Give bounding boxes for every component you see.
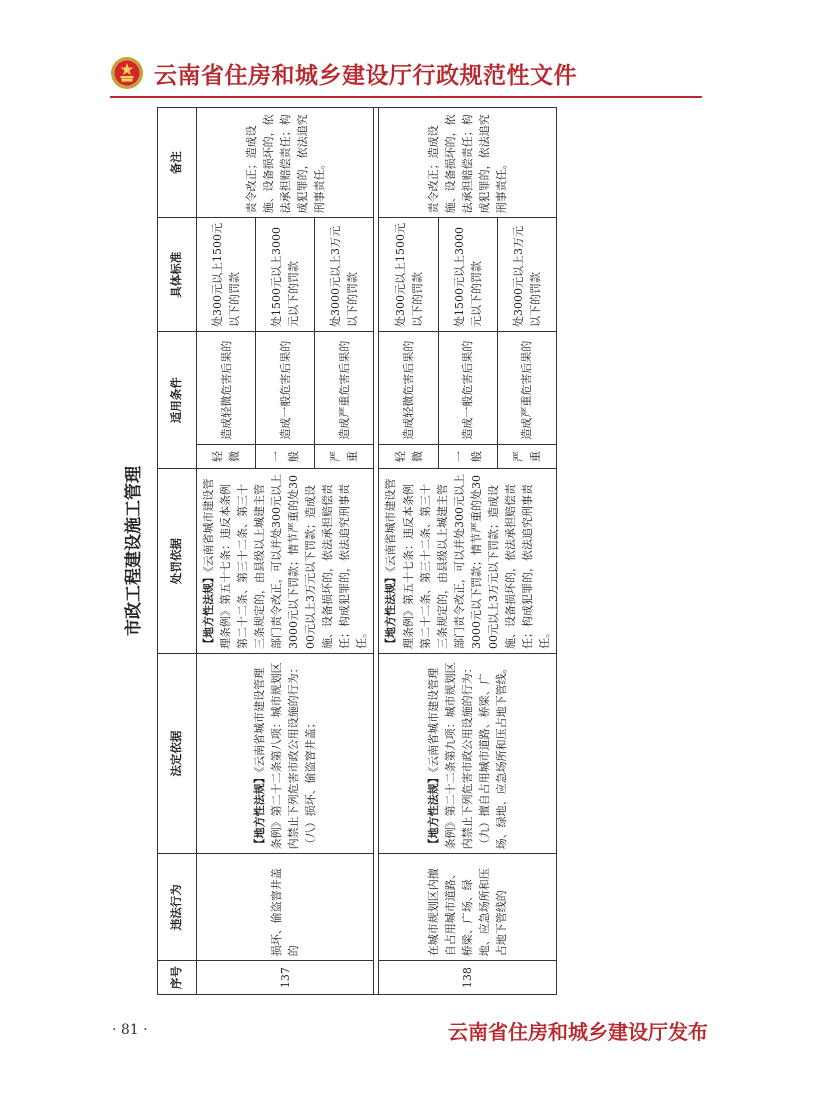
- col-header-condition: 适用条件: [158, 332, 197, 469]
- row-number: 138: [379, 961, 556, 995]
- legal-tag: 【地方性法规】: [427, 772, 441, 850]
- page-number: · 81 ·: [112, 1022, 148, 1038]
- note: 责令改正；造成设施、设备损坏的，依法承担赔偿责任；构成犯罪的，依法追究刑事责任。: [197, 108, 374, 218]
- violation-act: 在城市规划区内擅自占用城市道路、桥梁、广场、绿地、应急场所和压占地下管线的: [379, 854, 556, 961]
- standard: 处3000元以上3万元以下的罚款: [497, 218, 556, 332]
- standard: 处1500元以上3000元以下的罚款: [256, 218, 315, 332]
- section-title: 市政工程建设施工管理: [124, 466, 144, 636]
- condition: 造成严重危害后果的: [315, 332, 374, 445]
- rotated-table-page: [114, 107, 692, 995]
- col-header-act: 违法行为: [158, 854, 197, 961]
- level-label: 一般: [256, 444, 315, 469]
- level-label: 轻微: [379, 444, 438, 469]
- col-header-penalty-basis: 处罚依据: [158, 469, 197, 654]
- condition: 造成轻微危害后果的: [379, 332, 438, 445]
- table-row: [197, 108, 256, 995]
- legal-text: 《云南省城市建设管理条例》第二十二条第九项：城市规划区内禁止下列危害市政公用设施的行为：: [427, 662, 475, 850]
- penalty-text: 《云南省城市建设管理条例》第五十七条：违反本条例第二十二条、第三十二条、第三十三条规定的，由县级以上城建主管部门责令改正，可以并处300元以上3000元以下罚款；情节严重的处3000元以上3万元以下罚款；造成设施、设备损坏的，依法承担赔偿责任；构成犯罪的，依法追究刑事责任。: [384, 473, 551, 649]
- header-divider: [110, 96, 702, 98]
- legal-text: 《云南省城市建设管理条例》第二十二条第八项：城市规划区内禁止下列危害市政公用设施的行为：: [253, 662, 301, 850]
- document-header: [110, 56, 577, 90]
- col-header-legal-basis: 法定依据: [158, 653, 197, 853]
- penalty-table: [157, 107, 557, 995]
- table-row: [379, 108, 438, 995]
- level-label: 严重: [497, 444, 556, 469]
- penalty-tag: 【地方性法规】: [384, 571, 398, 649]
- legal-item: （八）损坏、偷盗窨井盖；: [304, 717, 318, 850]
- col-header-no: 序号: [158, 961, 197, 995]
- standard: 处300元以上1500元以下的罚款: [379, 218, 438, 332]
- penalty-basis: [197, 469, 374, 654]
- level-label: 一般: [438, 444, 497, 469]
- level-label: 轻微: [197, 444, 256, 469]
- standard: 处300元以上1500元以下的罚款: [197, 218, 256, 332]
- national-emblem-icon: [110, 56, 144, 90]
- penalty-tag: 【地方性法规】: [202, 571, 215, 649]
- legal-tag: 【地方性法规】: [253, 772, 267, 850]
- header-title: 云南省住房和城乡建设厅行政规范性文件: [154, 62, 577, 89]
- condition: 造成严重危害后果的: [497, 332, 556, 445]
- legal-basis: [379, 653, 556, 853]
- condition: 造成一般危害后果的: [256, 332, 315, 445]
- col-header-standard: 具体标准: [158, 218, 197, 332]
- legal-item: （九）擅自占用城市道路、桥梁、广场、绿地、应急场所和压占地下管线。: [478, 662, 509, 850]
- condition: 造成轻微危害后果的: [197, 332, 256, 445]
- standard: 处3000元以上3万元以下的罚款: [315, 218, 374, 332]
- table-header-row: [158, 108, 197, 995]
- level-label: 严重: [315, 444, 374, 469]
- condition: 造成一般危害后果的: [438, 332, 497, 445]
- row-number: 137: [197, 961, 374, 995]
- col-header-note: 备注: [158, 108, 197, 218]
- penalty-text: 《云南省城市建设管理条例》第五十七条：违反本条例第二十二条、第三十二条、第三十三条规定的，由县级以上城建主管部门责令改正，可以并处300元以上3000元以下罚款；情节严重的处3000元以上3万元以下罚款；造成设施、设备损坏的，依法承担赔偿责任；构成犯罪的，依法追究刑事责任。: [202, 473, 369, 649]
- violation-act: 损坏、偷盗窨井盖的: [197, 854, 374, 961]
- standard: 处1500元以上3000元以下的罚款: [438, 218, 497, 332]
- penalty-basis: [379, 469, 556, 654]
- legal-basis: [197, 653, 374, 853]
- publisher: 云南省住房和城乡建设厅发布: [448, 1020, 708, 1044]
- note: 责令改正；造成设施、设备损坏的，依法承担赔偿责任；构成犯罪的，依法追究刑事责任。: [379, 108, 556, 218]
